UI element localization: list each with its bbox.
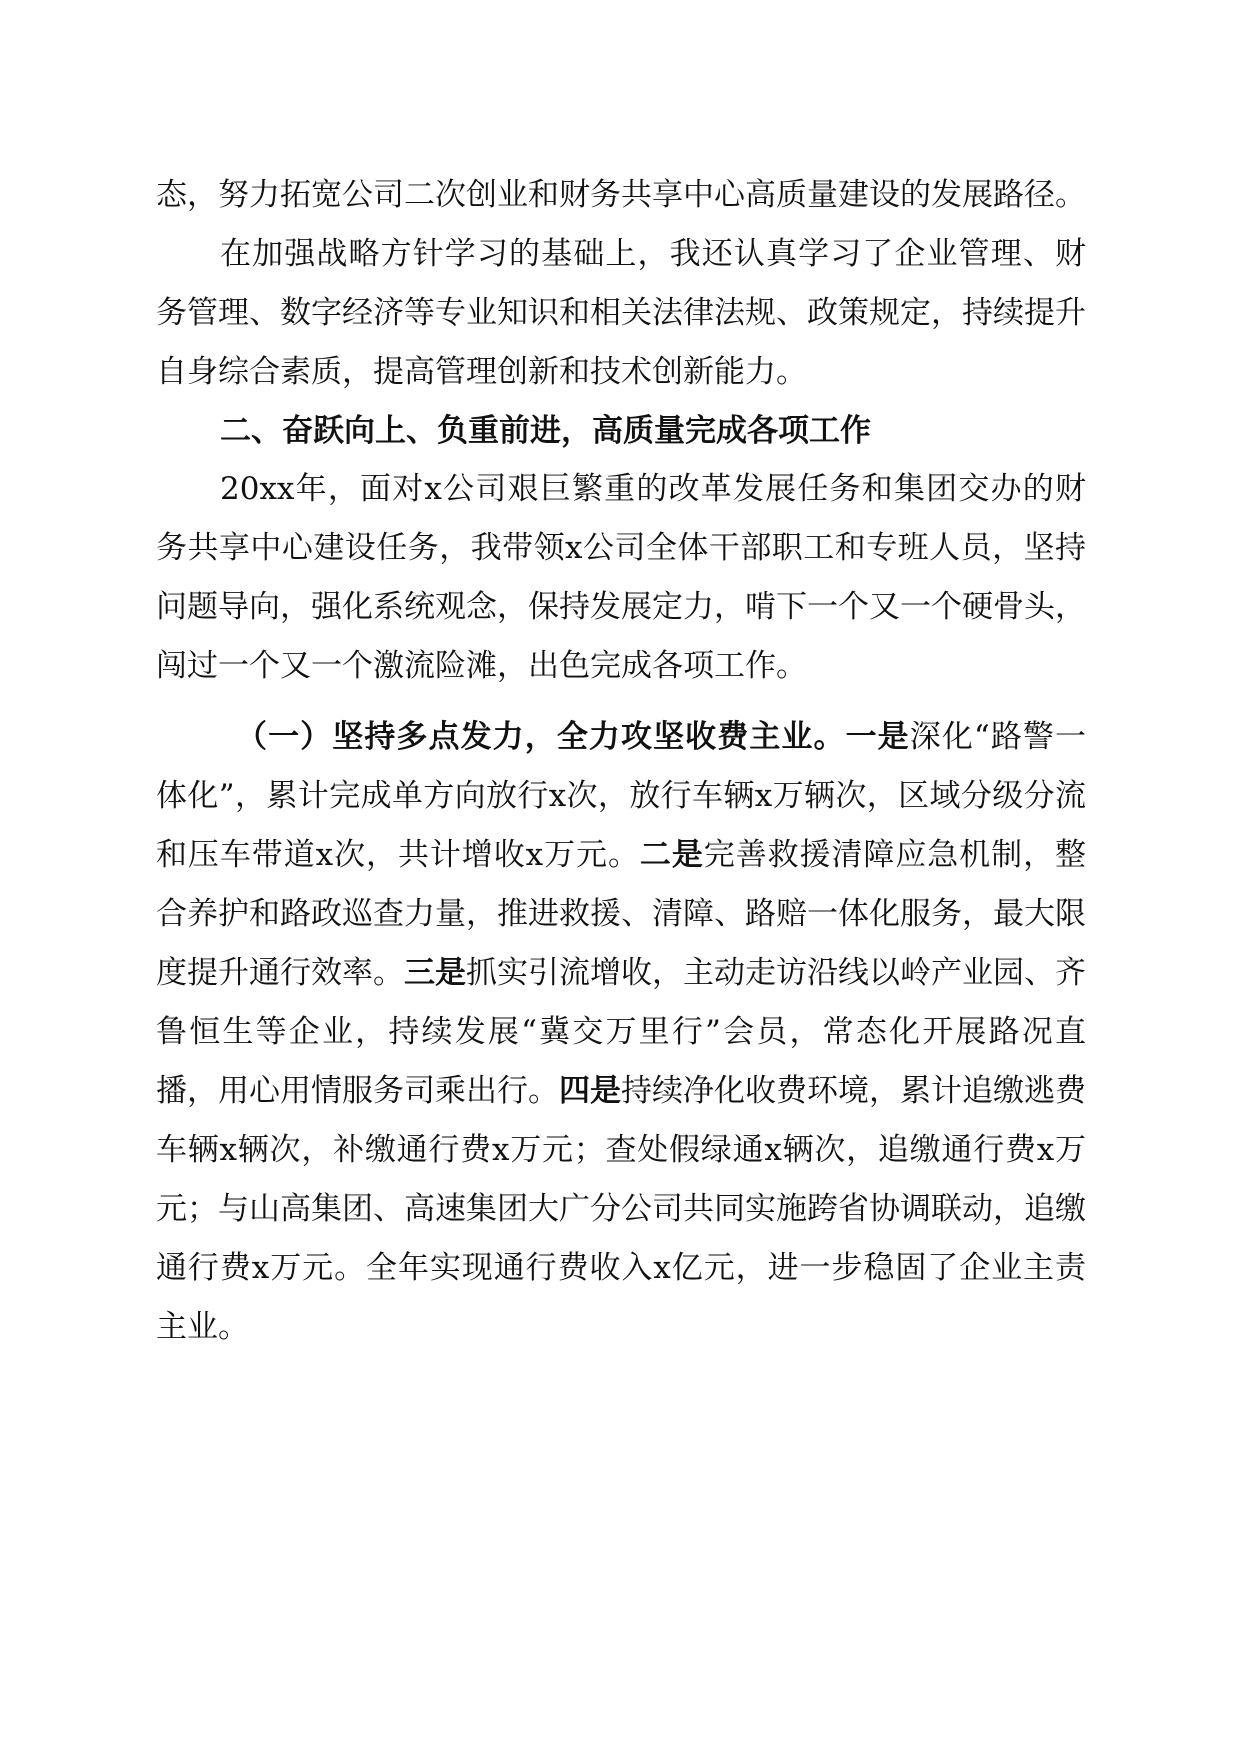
subsection-title: （一）坚持多点发力，全力攻坚收费主业。 — [236, 719, 846, 755]
paragraph-study: 在加强战略方针学习的基础上，我还认真学习了企业管理、财务管理、数字经济等专业知识和相关法律法规、政策规定，持续提升自身综合素质，提高管理创新和技术创新能力。 — [156, 236, 1086, 390]
item-4-label: 四是 — [559, 1073, 621, 1109]
section-heading-2: 二、奋跃向上、负重前进，高质量完成各项工作 — [220, 413, 871, 449]
paragraph-overview: 20xx年，面对x公司艰巨繁重的改革发展任务和集团交办的财务共享中心建设任务，我带领x公司全体干部职工和专班人员，坚持问题导向，强化系统观念，保持发展定力，啃下一个又一个硬骨头，闯过一个又一个激流险滩，出色完成各项工作。 — [156, 471, 1086, 684]
item-3-text: 抓实引流增收，主动走访沿线以岭产业园、齐鲁恒生等企业，持续发展“冀交万里行”会员，常态化开展路况直播，用心用情服务司乘出行。 — [156, 955, 1086, 1109]
item-2-label: 二是 — [639, 837, 704, 873]
document-page — [156, 166, 1086, 1357]
item-3-label: 三是 — [404, 955, 466, 991]
item-4-text: 持续净化收费环境，累计追缴逃费车辆x辆次，补缴通行费x万元；查处假绿通x辆次，追缴通行费x万元；与山高集团、高速集团大广分公司共同实施跨省协调联动，追缴通行费x万元。全年实现通行费收入x亿元，进一步稳固了企业主责主业。 — [156, 1073, 1086, 1345]
item-1-text: 深化“路警一体化”，累计完成单方向放行x次，放行车辆x万辆次，区域分级分流和压车带道x次，共计增收x万元。 — [156, 719, 1086, 873]
item-1-label: 一是 — [845, 719, 910, 755]
item-2-text: 完善救援清障应急机制，整合养护和路政巡查力量，推进救援、清障、路赔一体化服务，最大限度提升通行效率。 — [156, 837, 1087, 991]
paragraph-section-1 — [156, 708, 1086, 1357]
paragraph-continuation: 态，努力拓宽公司二次创业和财务共享中心高质量建设的发展路径。 — [156, 177, 1086, 213]
